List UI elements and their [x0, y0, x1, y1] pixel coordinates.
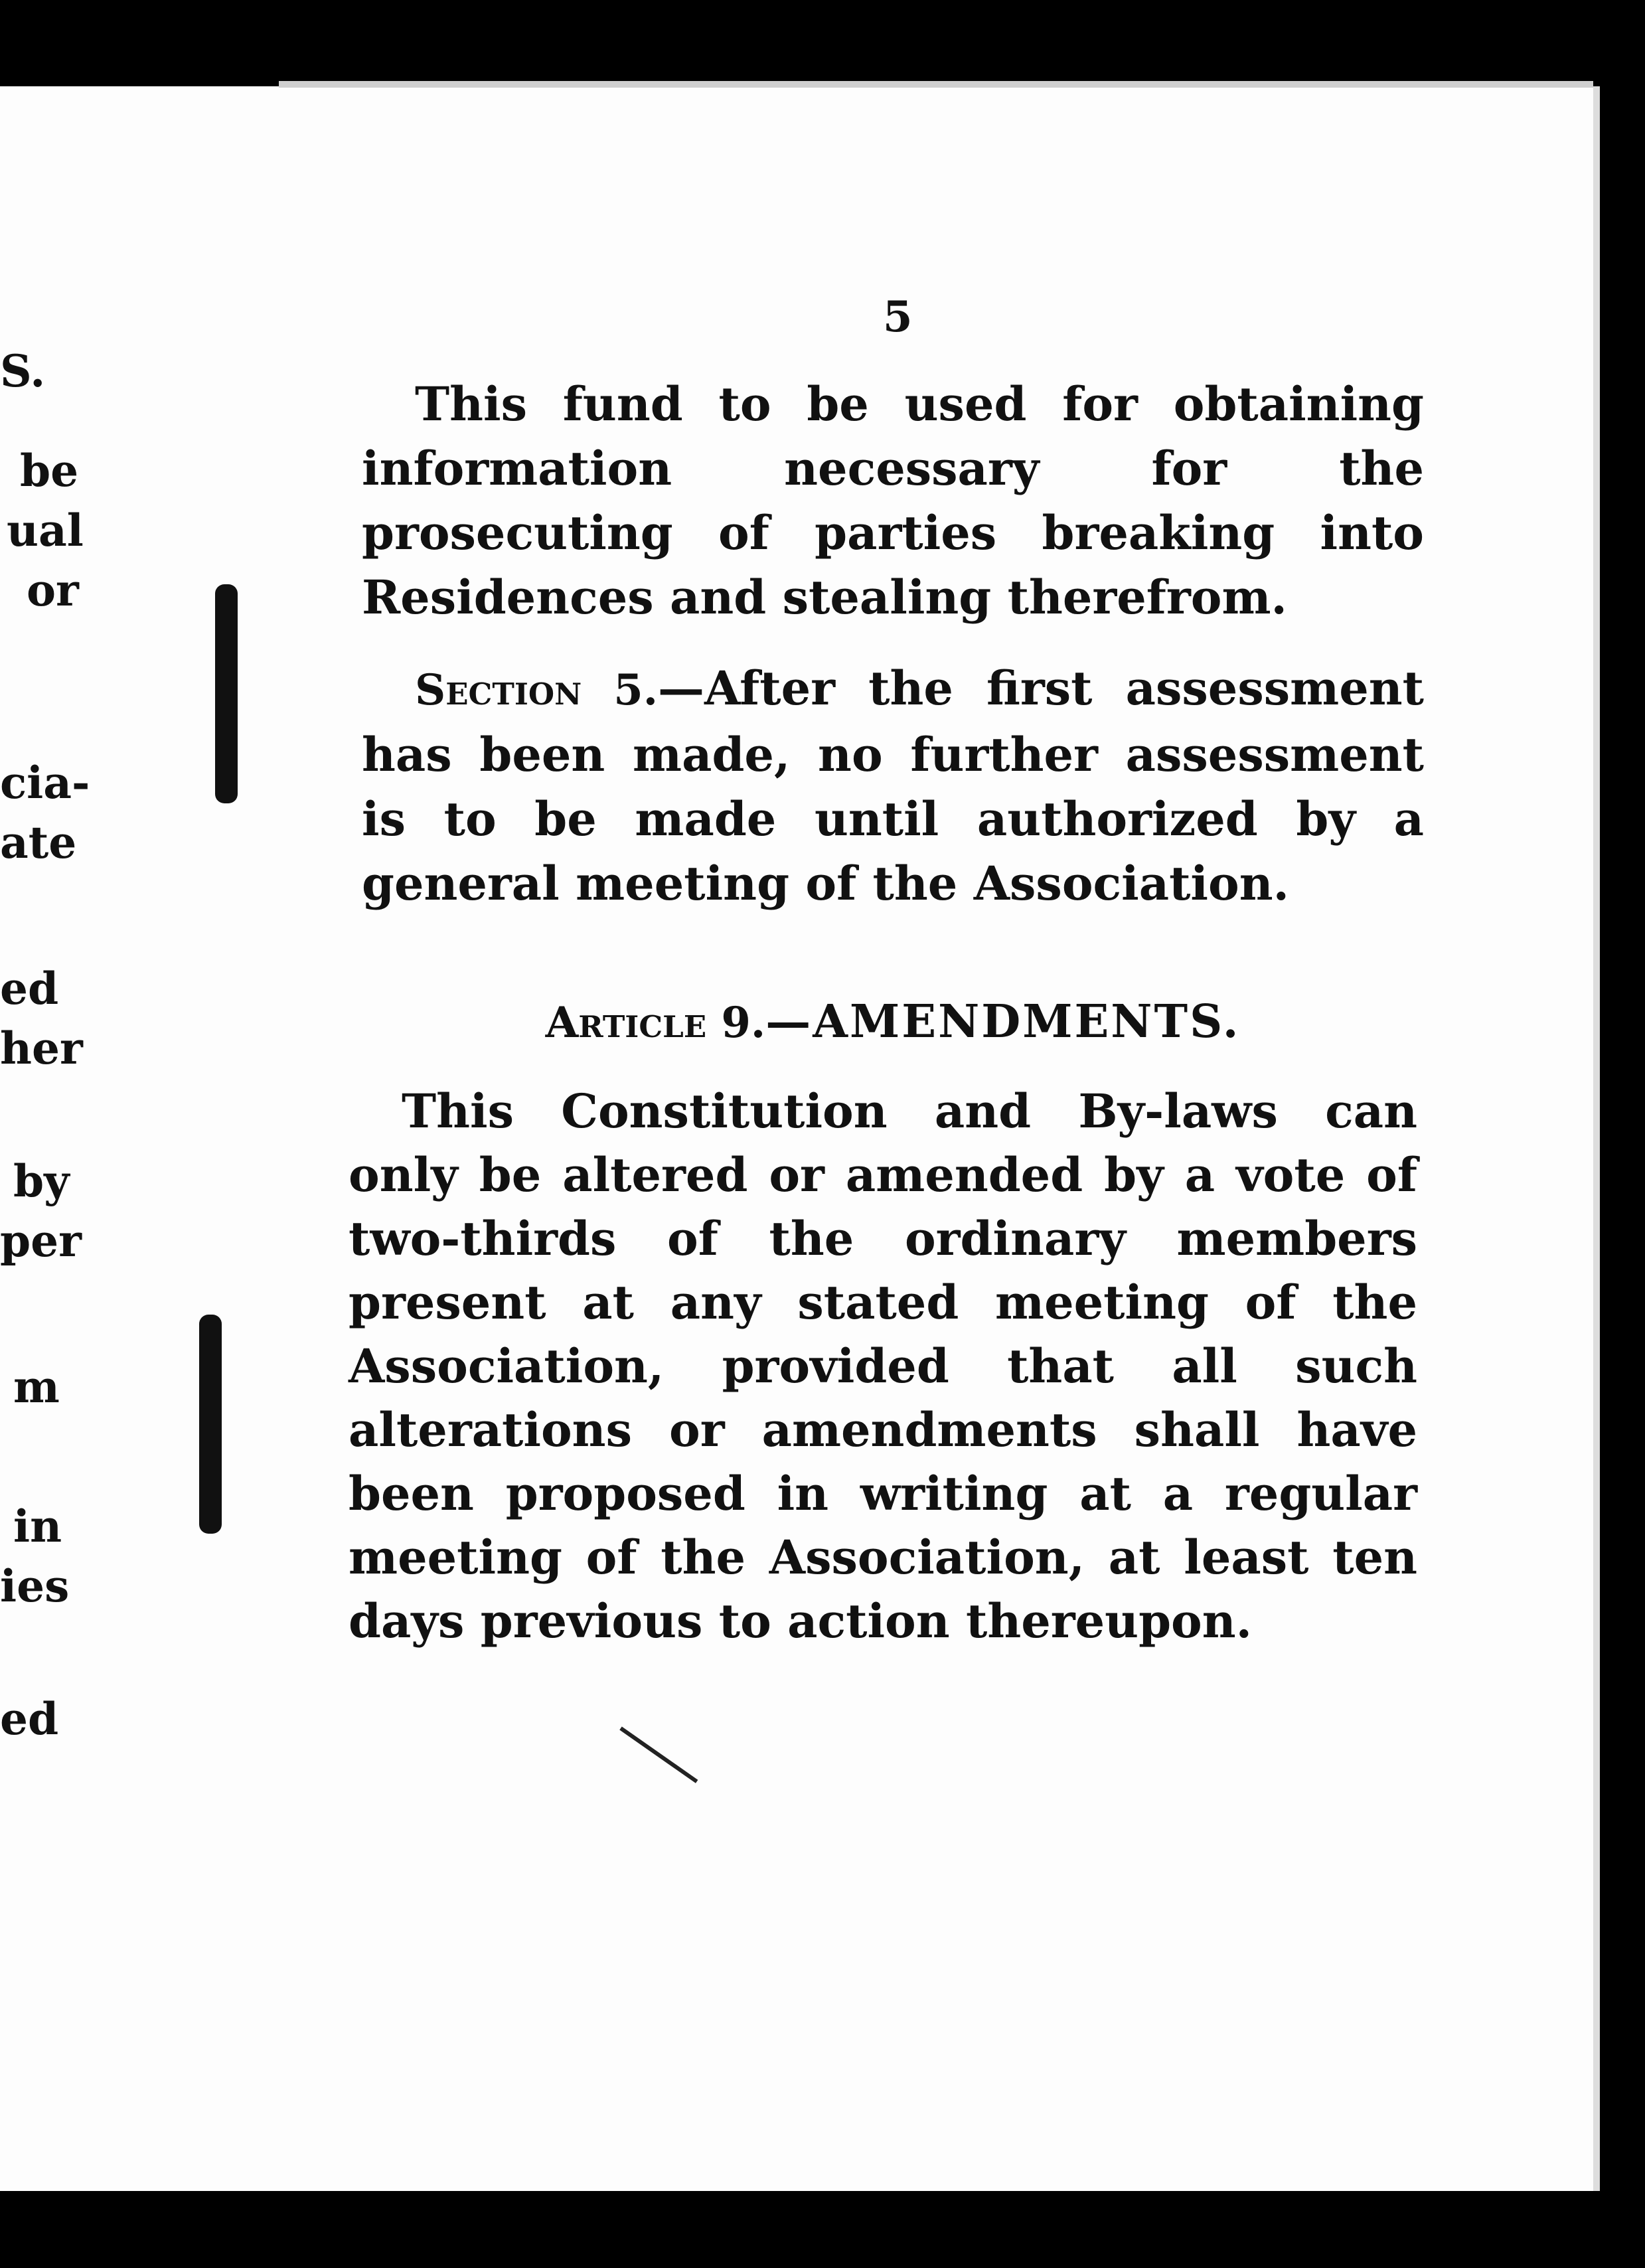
facing-fragment: per [0, 1215, 82, 1267]
page-edge-rule [279, 81, 1593, 88]
facing-fragment: be [20, 445, 79, 497]
facing-fragment: S. [0, 345, 46, 397]
page-number: 5 [883, 292, 913, 342]
section-5-paragraph [362, 656, 1424, 916]
facing-fragment: m [13, 1361, 60, 1413]
article-title: —AMENDMENTS. [765, 995, 1241, 1048]
page-body [349, 372, 1424, 1653]
facing-fragment: ate [0, 817, 77, 868]
facing-fragment: ies [0, 1560, 70, 1612]
section-5-text: —After the first assessment has been made, no further assessment is to be made until authorized by a general meeting of the Association. [362, 661, 1424, 911]
facing-fragment: her [0, 1022, 83, 1074]
fund-paragraph: This fund to be used for obtaining information necessary for the prosecuting of parties breaking into Residences and stealing therefrom. [362, 376, 1424, 625]
binding-stitch [199, 1315, 222, 1534]
facing-fragment: by [13, 1155, 70, 1207]
facing-fragment: or [27, 564, 79, 616]
amendments-paragraph: This Constitution and By-laws can only be altered or amended by a vote of two-thirds of the ordinary members present at any stated meeting of the Association, provided that all such alterations or amendments shall have been proposed in writing at a regular meeting of the Association, at least ten days previous to action thereupon. [349, 1084, 1417, 1649]
section-5-label: Section 5. [415, 665, 659, 715]
binding-stitch [215, 584, 238, 803]
facing-fragment: cia- [0, 757, 90, 809]
article-9-heading [362, 992, 1424, 1053]
facing-fragment: in [13, 1500, 62, 1552]
facing-fragment: ed [0, 1693, 59, 1745]
facing-fragment: ual [7, 505, 84, 556]
article-label: Article 9. [545, 998, 766, 1048]
facing-fragment: ed [0, 963, 59, 1014]
